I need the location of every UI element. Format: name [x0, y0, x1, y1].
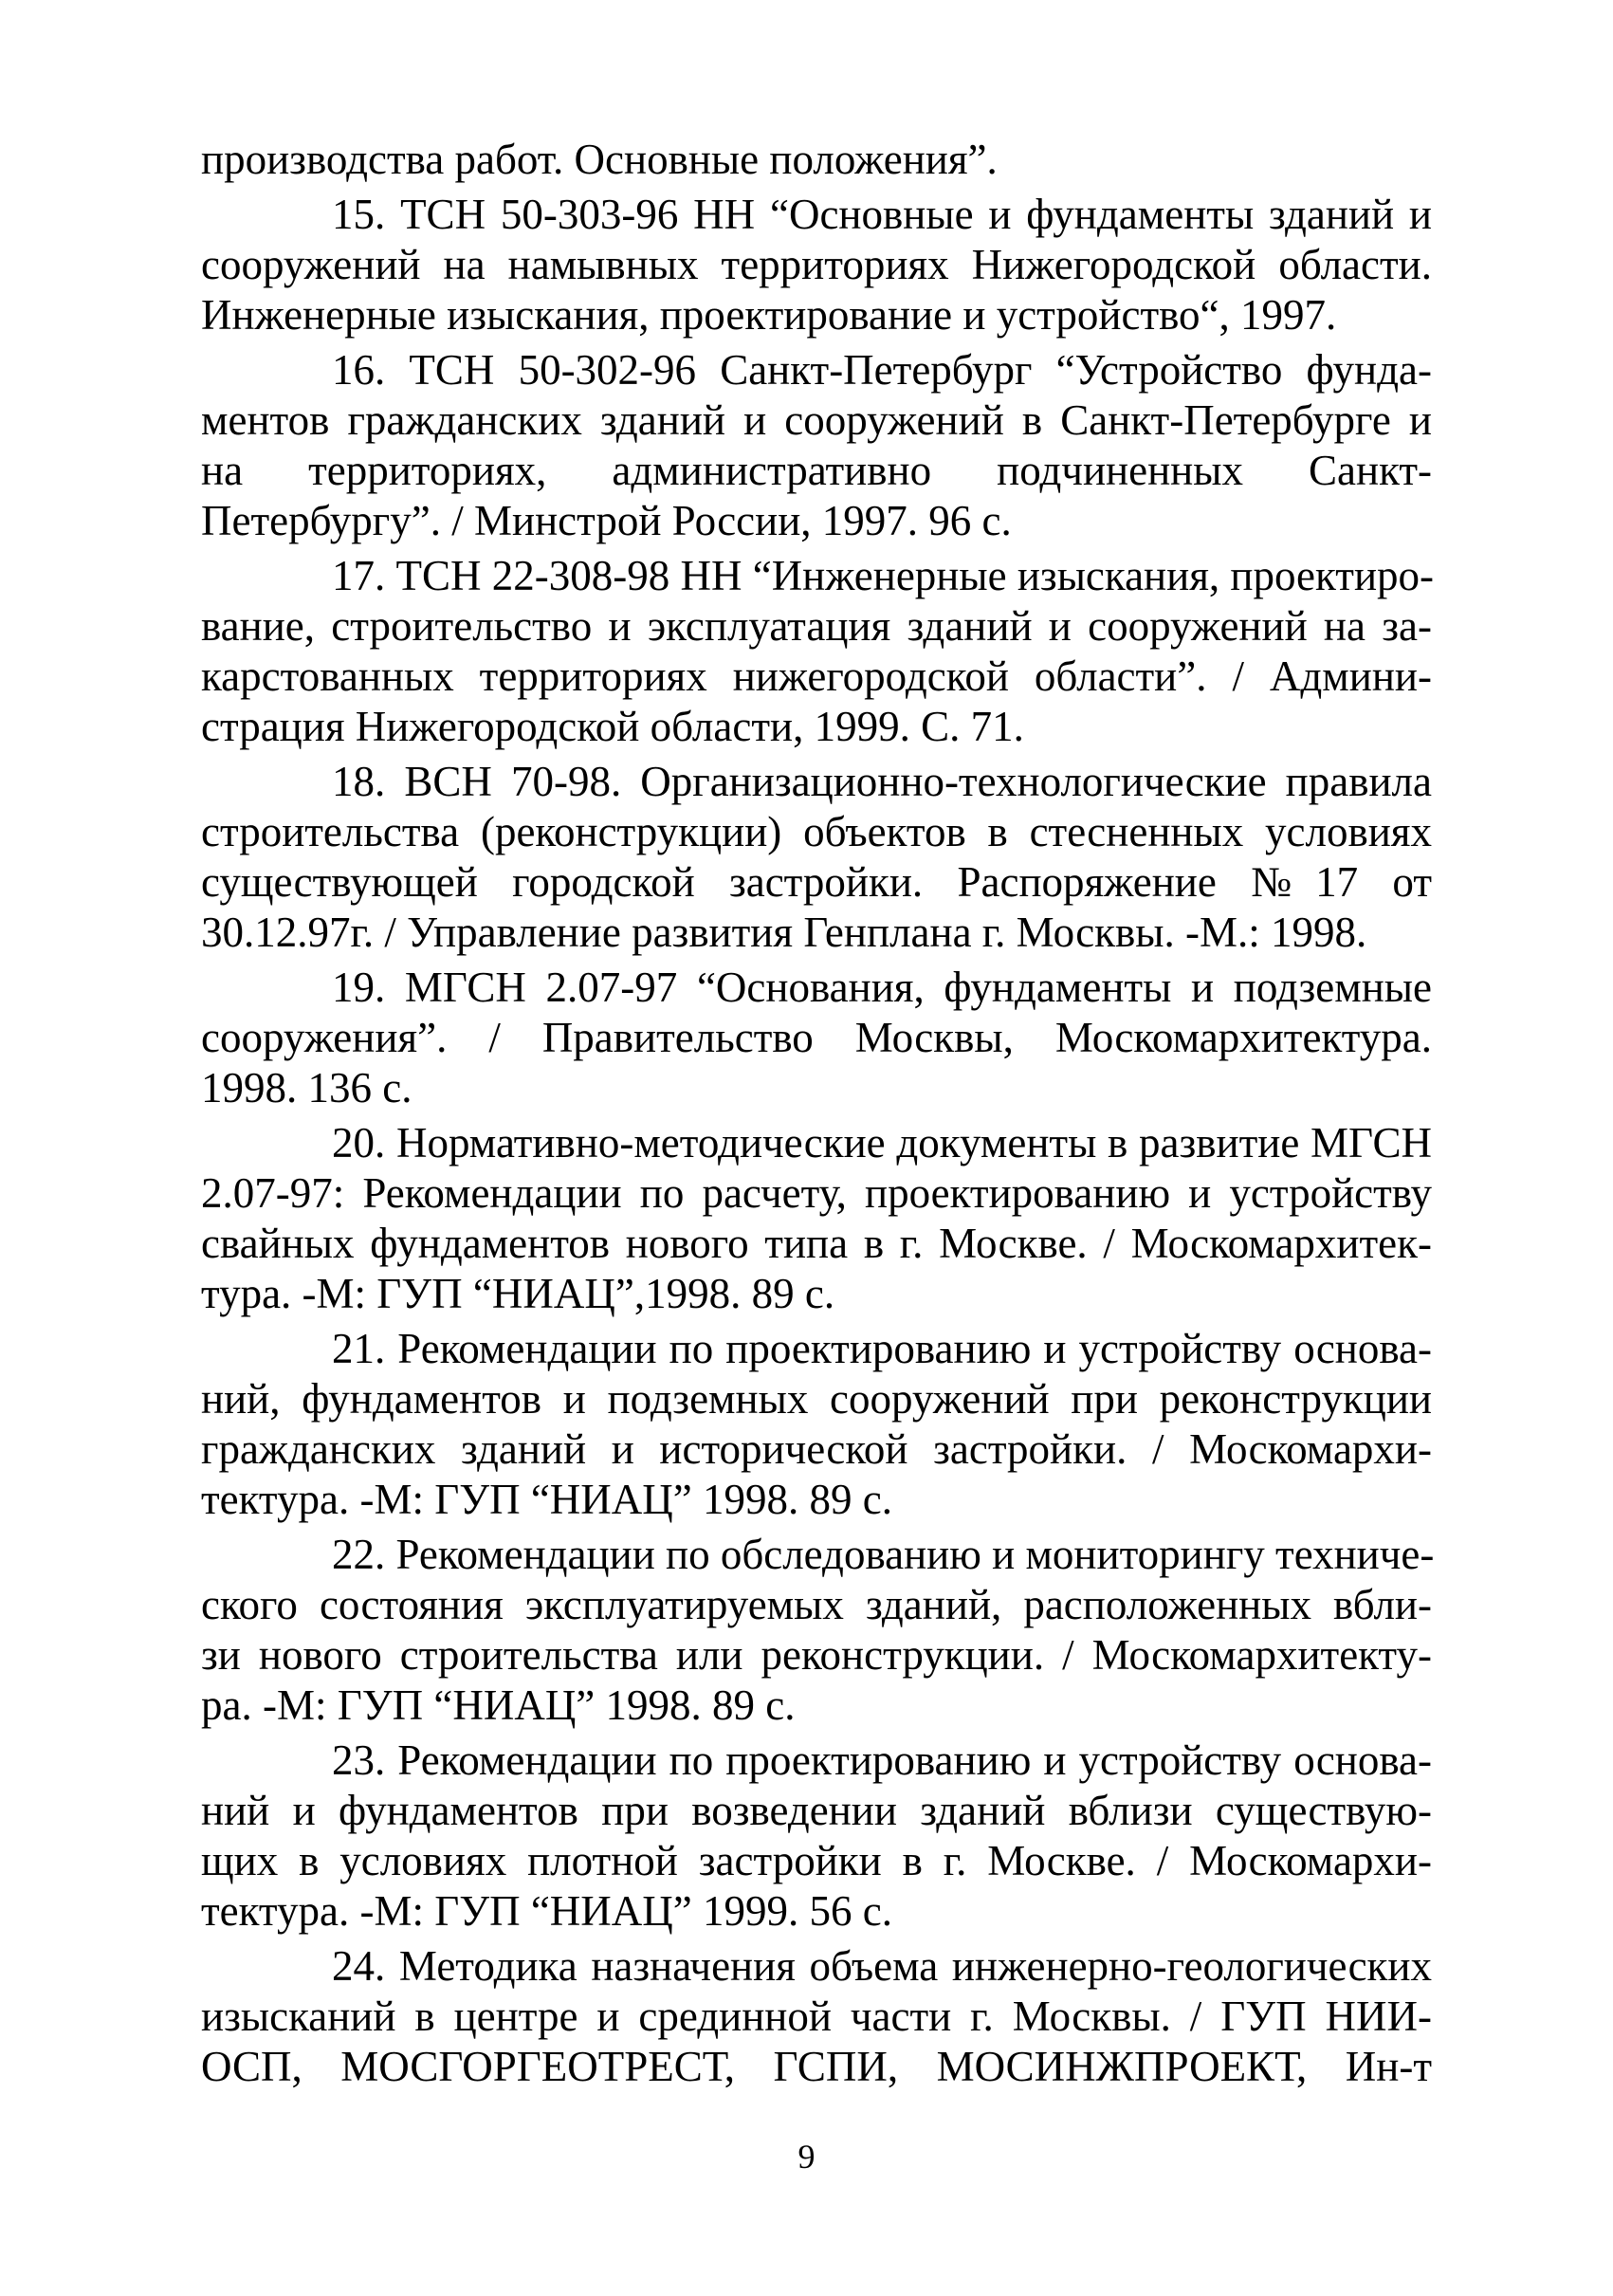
reference-entry: [201, 1530, 1435, 1731]
text-line: строительства (реконструкции) объектов в стесненных условиях: [201, 808, 1432, 855]
text-line: изысканий в центре и срединной части г. Москвы. / ГУП НИИ-: [201, 1993, 1432, 2040]
text-line: 18. ВСН 70-98. Организационно-технологические правила: [332, 758, 1432, 805]
text-line: 17. ТСН 22-308-98 НН “Инженерные изыскания, проектиро-: [332, 552, 1435, 599]
text-line: Инженерные изыскания, проектирование и устройство“, 1997.: [201, 291, 1337, 339]
text-line: сооружения”. / Правительство Москвы, Москомархитектура.: [201, 1014, 1432, 1061]
text-line: 21. Рекомендации по проектированию и устройству основа-: [332, 1325, 1432, 1372]
text-line: 30.12.97г. / Управление развития Генплана г. Москвы. -М.: 1998.: [201, 909, 1367, 956]
text-line: ра. -М: ГУП “НИАЦ” 1998. 89 с.: [201, 1681, 796, 1729]
page-number: 9: [797, 2138, 816, 2176]
text-line: сооружений на намывных территориях Нижегородской области.: [201, 241, 1432, 288]
reference-entry: [201, 1941, 1432, 2092]
text-line: 2.07-97: Рекомендации по расчету, проектированию и устройству: [201, 1169, 1432, 1217]
reference-entry: [201, 345, 1432, 546]
text-line: ментов гражданских зданий и сооружений в Санкт-Петербурге и: [201, 396, 1432, 444]
text-line: 22. Рекомендации по обследованию и мониторингу техниче-: [332, 1531, 1435, 1578]
text-line: 24. Методика назначения объема инженерно-геологических: [332, 1942, 1432, 1990]
text-line: зи нового строительства или реконструкции. / Москомархитекту-: [201, 1631, 1432, 1679]
text-line: 1998. 136 с.: [201, 1064, 412, 1111]
reference-entry: [201, 757, 1432, 958]
text-line: ского состояния эксплуатируемых зданий, расположенных вбли-: [201, 1581, 1432, 1628]
reference-list: [201, 135, 1435, 2092]
text-line: 15. ТСН 50-303-96 НН “Основные и фундаменты зданий и: [332, 191, 1432, 238]
reference-entry: [201, 551, 1435, 752]
text-line: 20. Нормативно-методические документы в развитие МГСН: [332, 1119, 1432, 1166]
text-line: гражданских зданий и исторической застройки. / Москомархи-: [201, 1425, 1432, 1473]
text-line: ний, фундаментов и подземных сооружений при реконструкции: [201, 1375, 1432, 1423]
text-line: существующей городской застройки. Распоряжение №17 от: [201, 858, 1432, 906]
reference-entry: [201, 190, 1432, 340]
reference-entry: [201, 1118, 1432, 1319]
text-line: Петербургу”. / Минстрой России, 1997. 96 с.: [201, 497, 1012, 544]
text-line: ний и фундаментов при возведении зданий вблизи существую-: [201, 1787, 1432, 1834]
text-line: карстованных территориях нижегородской области”. / Админи-: [201, 652, 1432, 700]
reference-entry: [201, 1324, 1432, 1525]
text-line: 16. ТСН 50-302-96 Санкт-Петербург “Устройство фунда-: [332, 346, 1432, 394]
reference-entry: [201, 963, 1432, 1113]
text-line: 19. МГСН 2.07-97 “Основания, фундаменты и подземные: [332, 964, 1432, 1011]
text-line: тектура. -М: ГУП “НИАЦ” 1999. 56 с.: [201, 1887, 892, 1935]
continued-entry: [201, 135, 1432, 185]
text-line: на территориях, административно подчиненных Санкт-: [201, 447, 1432, 494]
text-line: щих в условиях плотной застройки в г. Москве. / Москомархи-: [201, 1837, 1432, 1884]
text-line: вание, строительство и эксплуатация зданий и сооружений на за-: [201, 602, 1432, 650]
text-line: 23. Рекомендации по проектированию и устройству основа-: [332, 1736, 1432, 1784]
text-line: производства работ. Основные положения”.: [201, 136, 998, 183]
text-line: тура. -М: ГУП “НИАЦ”,1998. 89 с.: [201, 1270, 835, 1317]
reference-entry: [201, 1736, 1432, 1937]
text-line: страция Нижегородской области, 1999. С. 71.: [201, 703, 1024, 750]
text-line: тектура. -М: ГУП “НИАЦ” 1998. 89 с.: [201, 1476, 892, 1523]
text-line: ОСП, МОСГОРГЕОТРЕСТ, ГСПИ, МОСИНЖПРОЕКТ, Ин-т: [201, 2043, 1432, 2090]
text-line: свайных фундаментов нового типа в г. Москве. / Москомархитек-: [201, 1220, 1432, 1267]
